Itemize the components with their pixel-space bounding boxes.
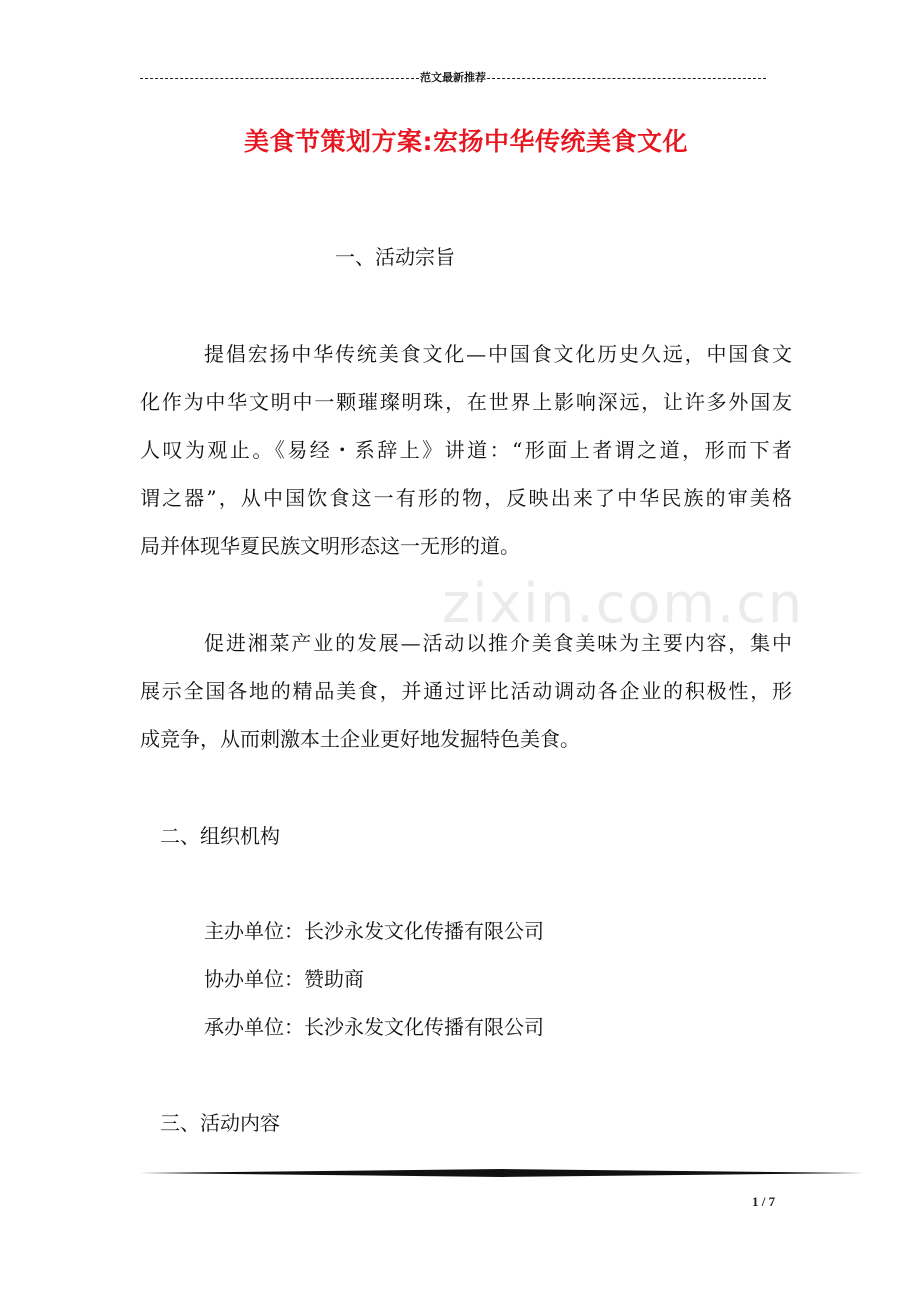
organizer-undertaker: 承办单位：长沙永发文化传播有限公司 [204, 1015, 544, 1039]
section-1-paragraph-1 [140, 338, 792, 562]
header-dash-left [140, 78, 419, 79]
page-number: 1 / 7 [752, 1194, 776, 1209]
paragraph-line: 促进湘菜产业的发展—活动以推介美食美味为主要内容，集中 [204, 631, 792, 655]
paragraph-line: 提倡宏扬中华传统美食文化—中国食文化历史久远，中国食文 [204, 342, 792, 366]
paragraph-line: 人叹为观止。《易经・系辞上》讲道：“形面上者谓之道，形而下者 [140, 438, 792, 462]
organizer-co-host: 协办单位：赞助商 [204, 967, 364, 991]
section-3-heading: 三、活动内容 [160, 1111, 280, 1135]
paragraph-line: 展示全国各地的精品美食，并通过评比活动调动各企业的积极性，形 [140, 679, 792, 703]
organizer-host: 主办单位：长沙永发文化传播有限公司 [204, 919, 544, 943]
section-2-heading: 二、组织机构 [160, 824, 280, 848]
footer-rule [140, 1166, 864, 1180]
paragraph-line: 化作为中华文明中一颗璀璨明珠，在世界上影响深远，让许多外国友 [140, 390, 792, 414]
paragraph-line: 局并体现华夏民族文明形态这一无形的道。 [140, 534, 520, 558]
header-dash-right [487, 78, 766, 79]
document-title: 美食节策划方案:宏扬中华传统美食文化 [244, 127, 688, 156]
section-1-paragraph-2 [140, 627, 792, 755]
watermark-logo: zixin.com.cn [442, 572, 805, 635]
paragraph-line: 成竞争，从而刺激本土企业更好地发掘特色美食。 [140, 727, 580, 751]
header-label: 范文最新推荐 [420, 72, 486, 84]
page-header [140, 68, 766, 86]
paragraph-line: 谓之器”，从中国饮食这一有形的物，反映出来了中华民族的审美格 [140, 486, 792, 510]
section-1-heading: 一、活动宗旨 [335, 245, 455, 269]
